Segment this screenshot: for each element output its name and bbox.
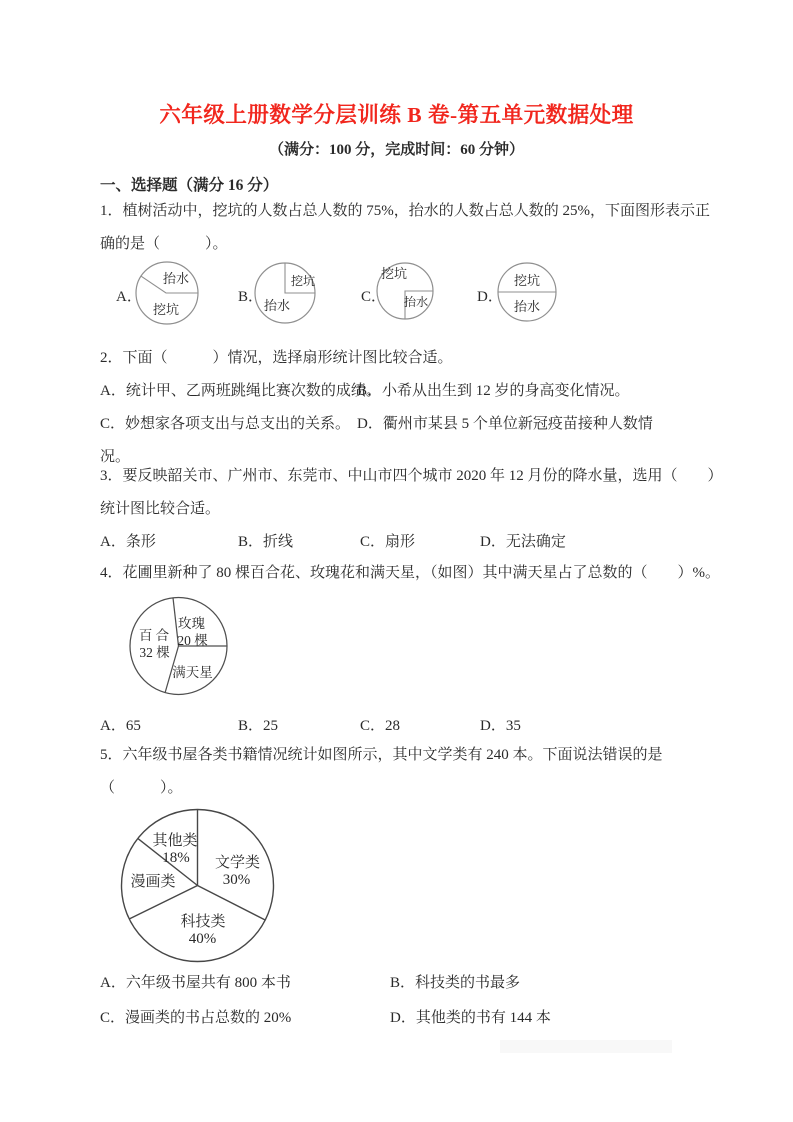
scan-artifact-band	[500, 1040, 672, 1053]
q3-option-b: B．折线	[238, 534, 294, 550]
q1-text-line1: 1．植树活动中，挖坑的人数占总人数的 75%，抬水的人数占总人数的 25%，下面图形表示正	[100, 203, 710, 219]
q4-text-line1: 4．花圃里新种了 80 棵百合花、玫瑰花和满天星，（如图）其中满天星占了总数的（ ）%。	[100, 565, 720, 581]
q3-text-line1: 3．要反映韶关市、广州市、东莞市、中山市四个城市 2020 年 12 月份的降水量，选用（ ）	[100, 468, 723, 484]
q2-option-d-part2: 况。	[100, 449, 131, 465]
q1-pie-d-lower-label: 抬水	[513, 299, 541, 314]
q4-flower-pie-chart	[118, 583, 248, 708]
page-title: 六年级上册数学分层训练 B 卷-第五单元数据处理	[159, 103, 634, 127]
q1-option-c-label: C．	[361, 289, 387, 305]
q1-pie-b-small-label: 挖坑	[290, 274, 316, 288]
q5-pie-other-label: 其他类	[152, 833, 198, 849]
q1-option-b-pie	[248, 252, 322, 336]
q4-option-b: B．25	[238, 718, 279, 734]
q1-pie-a-upper-label: 抬水	[162, 271, 190, 286]
q5-pie-science-label: 科技类	[180, 914, 226, 930]
q5-pie-literature-pct: 30%	[222, 872, 251, 888]
q5-pie-comic-label: 漫画类	[130, 874, 176, 890]
q4-option-c: C．28	[360, 718, 401, 734]
q4-pie-lily-label: 百 合	[138, 628, 170, 643]
q3-text-line2: 统计图比较合适。	[100, 501, 221, 517]
q1-option-a-pie	[130, 252, 204, 336]
q2-option-c: C．妙想家各项支出与总支出的关系。	[100, 416, 351, 432]
q2-option-d-part1: D．衢州市某县 5 个单位新冠疫苗接种人数情	[357, 416, 653, 432]
q1-pie-c-large-label: 挖坑	[380, 266, 408, 281]
q5-text-line2: （ ）。	[100, 780, 183, 796]
q4-pie-lily-qty: 32 棵	[139, 645, 170, 660]
q5-option-a: A．六年级书屋共有 800 本书	[100, 975, 291, 991]
q4-pie-rose-label: 玫瑰	[178, 616, 205, 631]
q1-pie-c-small-label: 抬水	[403, 295, 429, 309]
q5-books-pie-chart	[100, 795, 410, 980]
q5-pie-science-pct: 40%	[188, 931, 217, 947]
q3-option-c: C．扇形	[360, 534, 416, 550]
q4-option-a: A．65	[100, 718, 141, 734]
exam-info: （满分：100 分，完成时间：60 分钟）	[268, 142, 524, 158]
q3-option-d: D．无法确定	[480, 534, 566, 550]
q1-option-d-label: D．	[477, 289, 503, 305]
section-choice-heading: 一、选择题（满分 16 分）	[100, 177, 279, 194]
q1-pie-a-lower-label: 挖坑	[152, 302, 180, 317]
q1-option-c-pie	[368, 250, 442, 334]
q5-option-b: B．科技类的书最多	[390, 975, 521, 991]
q5-text-line1: 5．六年级书屋各类书籍情况统计如图所示，其中文学类有 240 本。下面说法错误的是	[100, 747, 663, 763]
q1-option-d-pie	[490, 251, 564, 335]
q4-option-d: D．35	[480, 718, 521, 734]
q1-pie-d-upper-label: 挖坑	[513, 273, 541, 288]
q5-pie-other-pct: 18%	[162, 850, 190, 866]
q1-option-a-label: A．	[116, 289, 142, 305]
q2-option-a: A．统计甲、乙两班跳绳比赛次数的成绩。	[100, 383, 381, 399]
q1-text-line2: 确的是（ ）。	[100, 236, 228, 252]
q1-option-b-label: B．	[238, 289, 264, 305]
q3-option-a: A．条形	[100, 534, 156, 550]
q5-pie-literature-label: 文学类	[214, 855, 261, 871]
q4-pie-babysbreath-label: 满天星	[172, 665, 213, 680]
q4-pie-rose-qty: 20 棵	[177, 633, 208, 648]
q1-pie-b-large-label: 抬水	[263, 298, 291, 313]
q2-text-line1: 2．下面（ ）情况，选择扇形统计图比较合适。	[100, 350, 453, 366]
q5-option-d: D．其他类的书有 144 本	[390, 1010, 551, 1026]
q5-option-c: C．漫画类的书占总数的 20%	[100, 1010, 292, 1026]
q2-option-b: B．小希从出生到 12 岁的身高变化情况。	[357, 383, 630, 399]
